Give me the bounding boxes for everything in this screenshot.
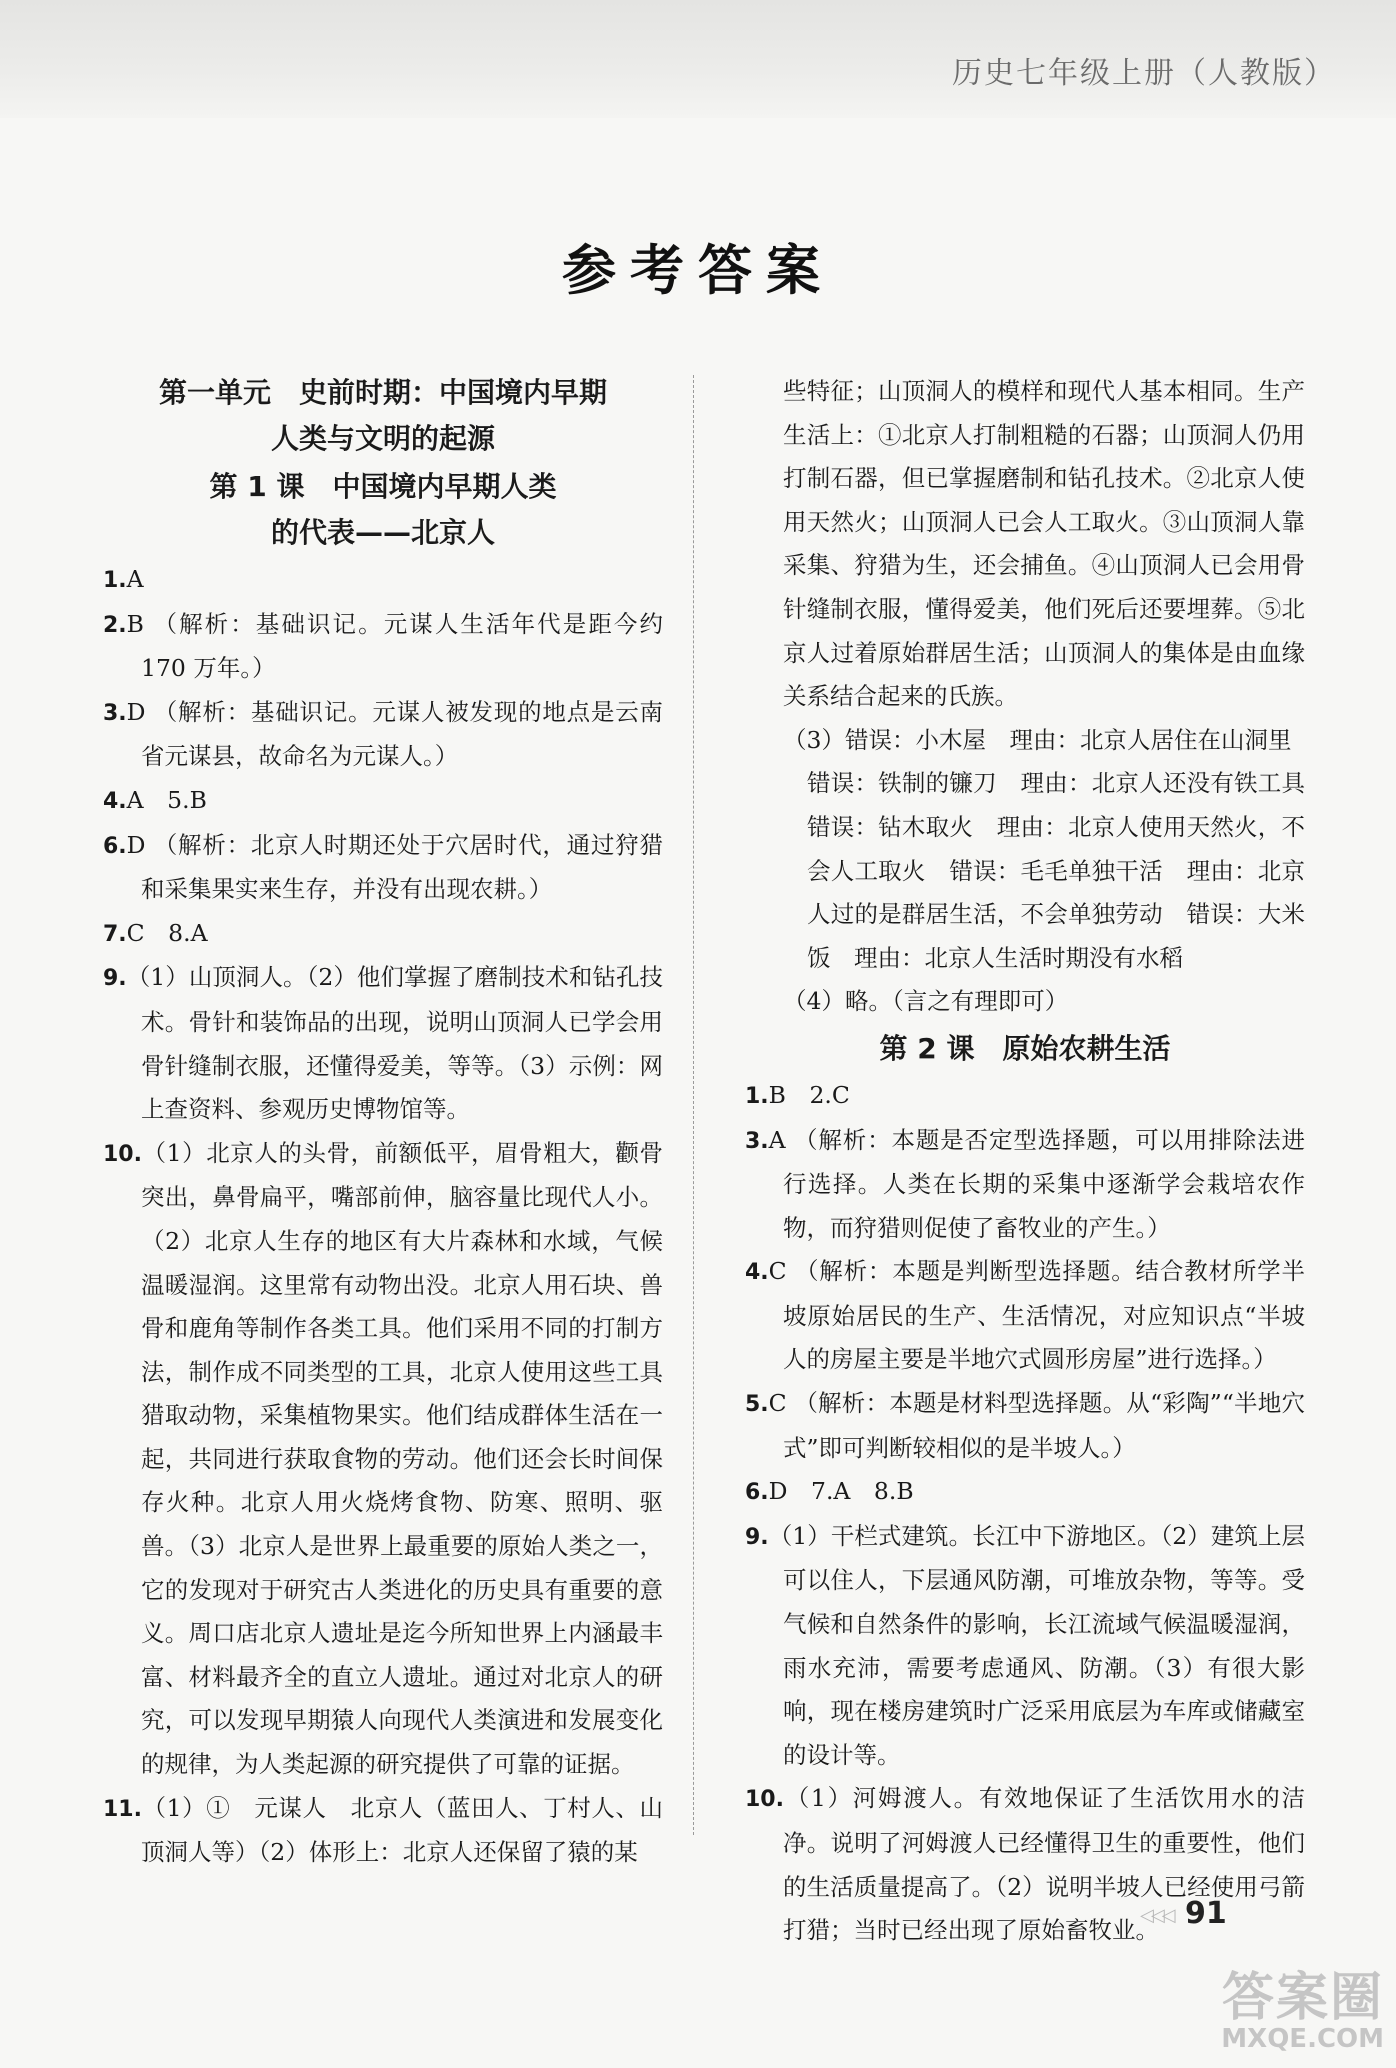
left-column: [103, 370, 663, 1875]
answer-number: 7.: [103, 921, 127, 947]
answer-part-3: （3）错误：小木屋 理由：北京人居住在山洞里: [783, 725, 1292, 754]
page-number: 91: [1185, 1896, 1227, 1931]
answer-number: 11.: [103, 1796, 142, 1822]
answer-number: 6.: [103, 833, 127, 859]
answer-text: （1）① 元谋人 北京人（蓝田人、丁村人、山顶洞人等）（2）体形上：北京人还保留了猿的某: [141, 1793, 663, 1867]
answer-number: 5.: [745, 1392, 769, 1418]
answer-text: A: [126, 565, 144, 593]
answer-text: （1）河姆渡人。有效地保证了生活饮用水的洁净。说明了河姆渡人已经懂得卫生的重要性，他们的生活质量提高了。（2）说明半坡人已经使用弓箭打猎；当时已经出现了原始畜牧业。: [783, 1784, 1305, 1945]
right-column: [745, 370, 1329, 1953]
unit-heading: [103, 370, 663, 462]
answer-number: 10.: [103, 1141, 142, 1167]
watermark-text: 答案圈: [1221, 1968, 1384, 2028]
answer-number: 1.: [103, 568, 127, 593]
answer-text: D （解析：基础识记。元谋人被发现的地点是云南省元谋县，故命名为元谋人。）: [126, 697, 663, 771]
answer-item: [103, 912, 663, 957]
watermark-url: MXQE.COM: [1221, 2024, 1384, 2054]
answer-text: （1）干栏式建筑。长江中下游地区。（2）建筑上层可以住人，下层通风防潮，可堆放杂物，等等。受气候和自然条件的影响，长江流域气候温暖湿润，雨水充沛，需要考虑通风、防潮。（3）有很大影响，现在楼房建筑时广泛采用底层为车库或储藏室的设计等。: [768, 1521, 1305, 1769]
unit-heading-line: 第一单元 史前时期：中国境内早期: [158, 376, 607, 409]
answer-part-3-details: 错误：铁制的镰刀 理由：北京人还没有铁工具 错误：钻木取火 理由：北京人使用天然火，不会人工取火 错误：毛毛单独干活 理由：北京人过的是群居生活，不会单独劳动 错误：大米饭 理由：北京人生活时期没有水稻: [807, 769, 1329, 972]
answer-text: B （解析：基础识记。元谋人生活年代是距今约170 万年。）: [126, 609, 663, 683]
answer-item: [745, 1250, 1305, 1382]
answer-part-4: （4）略。（言之有理即可）: [783, 987, 1069, 1016]
answer-text: A 5.B: [126, 785, 207, 814]
answer-item: [103, 603, 663, 691]
lesson-heading-line: 第 1 课 中国境内早期人类: [209, 470, 557, 503]
answer-number: 4.: [103, 788, 127, 814]
answer-text: （1）北京人的头骨，前额低平，眉骨粗大，颧骨突出，鼻骨扁平，嘴部前伸，脑容量比现代人小。（2）北京人生存的地区有大片森林和水域，气候温暖湿润。这里常有动物出没。北京人用石块、兽骨和鹿角等制作各类工具。他们采用不同的打制方法，制作成不同类型的工具，北京人使用这些工具猎取动物，采集植物果实。他们结成群体生活在一起，共同进行获取食物的劳动。他们还会长时间保存火种。北京人用火烧烤食物、防寒、照明、驱兽。（3）北京人是世界上最重要的原始人类之一，它的发现对于研究古人类进化的历史具有重要的意义。周口店北京人遗址是迄今所知世界上内涵最丰富、材料最齐全的直立人遗址。通过对北京人的研究，可以发现早期猿人向现代人类演进和发展变化的规律，为人类起源的研究提供了可靠的证据。: [141, 1138, 663, 1779]
answer-item: [745, 1074, 1305, 1119]
answer-number: 4.: [745, 1260, 769, 1286]
lesson-2-heading: 第 2 课 原始农耕生活: [879, 1031, 1171, 1065]
lesson-heading-line: 的代表——北京人: [270, 516, 495, 549]
lesson-1-heading: [103, 464, 663, 556]
answer-number: 1.: [745, 1083, 769, 1109]
answer-item: [103, 1787, 663, 1875]
answer-text: （1）山顶洞人。（2）他们掌握了磨制技术和钻孔技术。骨针和装饰品的出现，说明山顶洞人已学会用骨针缝制衣服，还懂得爱美，等等。（3）示例：网上查资料、参观历史博物馆等。: [126, 963, 663, 1124]
answer-number: 3.: [745, 1128, 769, 1154]
answer-item: [103, 558, 663, 603]
answer-item: [103, 779, 663, 824]
answer-item: [103, 824, 663, 912]
answer-item: [103, 1132, 663, 1787]
answer-text: C （解析：本题是判断型选择题。结合教材所学半坡原始居民的生产、生活情况，对应知识点“半坡人的房屋主要是半地穴式圆形房屋”进行选择。）: [768, 1257, 1305, 1374]
answer-number: 3.: [103, 700, 127, 726]
column-divider: [693, 375, 694, 1835]
answer-continuation: 些特征；山顶洞人的模样和现代人基本相同。生产生活上：①北京人打制粗糙的石器；山顶洞人仍用打制石器，但已掌握磨制和钻孔技术。②北京人使用天然火；山顶洞人已会人工取火。③山顶洞人靠采集、狩猎为生，还会捕鱼。④山顶洞人已会用骨针缝制衣服，懂得爱美，他们死后还要埋葬。⑤北京人过着原始群居生活；山顶洞人的集体是由血缘关系结合起来的氏族。: [783, 377, 1305, 711]
answer-item: [103, 691, 663, 779]
answer-item: [745, 1382, 1305, 1470]
running-head: 历史七年级上册（人教版）: [952, 56, 1336, 91]
answer-text: B 2.C: [768, 1080, 850, 1109]
answer-text: C 8.A: [126, 918, 208, 947]
answer-item: [745, 1119, 1305, 1251]
answer-number: 10.: [745, 1787, 784, 1813]
answer-item: [745, 1515, 1305, 1778]
unit-heading-line: 人类与文明的起源: [270, 422, 495, 455]
answer-item: [745, 1470, 1305, 1515]
page-title: 参考答案: [562, 239, 834, 302]
answer-text: C （解析：本题是材料型选择题。从“彩陶”“半地穴式”即可判断较相似的是半坡人。）: [768, 1389, 1305, 1462]
answer-text: D （解析：北京人时期还处于穴居时代，通过狩猎和采集果实来生存，并没有出现农耕。）: [126, 830, 663, 904]
page-arrows-icon: ◁◁◁: [1140, 1905, 1173, 1926]
answer-item: [103, 956, 663, 1131]
answer-number: 2.: [103, 612, 127, 638]
answer-text: D 7.A 8.B: [768, 1477, 914, 1506]
answer-number: 9.: [745, 1524, 769, 1550]
answer-number: 6.: [745, 1480, 769, 1506]
answer-number: 9.: [103, 966, 127, 992]
answer-text: A （解析：本题是否定型选择题，可以用排除法进行选择。人类在长期的采集中逐渐学会栽培农作物，而狩猎则促使了畜牧业的产生。）: [768, 1125, 1305, 1242]
watermark: [1221, 1955, 1384, 2054]
